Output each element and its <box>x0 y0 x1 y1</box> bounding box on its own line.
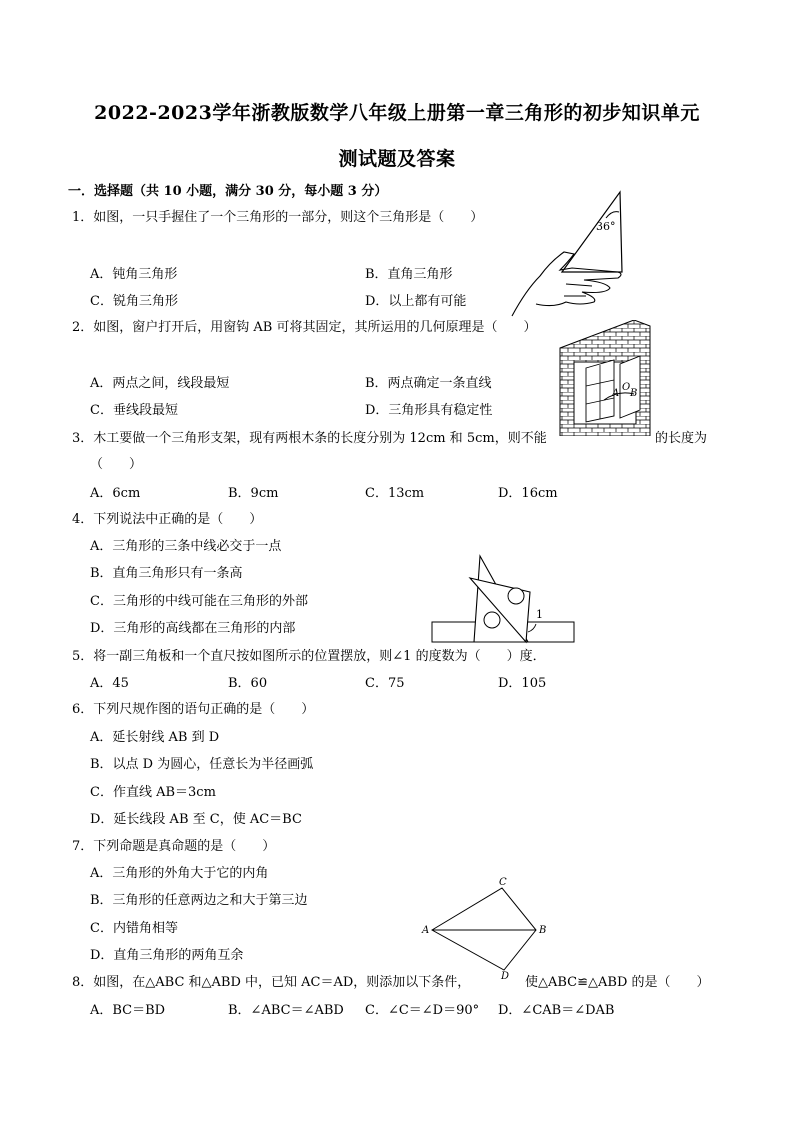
q3-stem-cont: （ ） <box>90 457 143 472</box>
q4-option-b: B．直角三角形只有一条高 <box>90 566 243 581</box>
q3-option-a: A．6cm <box>90 486 141 501</box>
q1-option-b: B．直角三角形 <box>365 267 453 282</box>
q5-option-b: B．60 <box>228 676 268 691</box>
q8-label-b: B <box>539 925 547 936</box>
q2-figure-window <box>556 320 654 436</box>
q3-stem-tail: 的长度为 <box>655 431 708 446</box>
q7-option-b: B．三角形的任意两边之和大于第三边 <box>90 893 308 908</box>
q8-label-d: D <box>501 971 510 980</box>
q1-option-a: A．钝角三角形 <box>90 267 178 282</box>
q5-stem: 5．将一副三角板和一个直尺按如图所示的位置摆放，则∠1 的度数为（ ）度． <box>72 649 546 664</box>
q8-stem: 8．如图，在△ABC 和△ABD 中，已知 AC＝AD，则添加以下条件， <box>72 975 471 990</box>
q6-option-c: C．作直线 AB＝3cm <box>90 785 216 800</box>
q5-option-d: D．105 <box>498 676 547 691</box>
q5-angle-label: 1 <box>536 608 543 621</box>
q2-option-b: B．两点确定一条直线 <box>365 376 492 391</box>
q2-option-d: D．三角形具有稳定性 <box>365 403 493 418</box>
q1-stem: 1．如图，一只手握住了一个三角形的一部分，则这个三角形是（ ） <box>72 210 484 225</box>
q5-option-a: A．45 <box>90 676 129 691</box>
q2-option-c: C．垂线段最短 <box>90 403 178 418</box>
q3-option-d: D．16cm <box>498 486 558 501</box>
q8-label-a: A <box>422 925 430 936</box>
section-heading: 一．选择题（共 10 小题，满分 30 分，每小题 3 分） <box>68 184 388 199</box>
q8-option-d: D．∠CAB＝∠DAB <box>498 1003 615 1018</box>
q8-option-c: C．∠C＝∠D＝90° <box>365 1003 480 1018</box>
q3-option-c: C．13cm <box>365 486 425 501</box>
page-title-line1: 2022-2023学年浙教版数学八年级上册第一章三角形的初步知识单元 <box>94 102 700 124</box>
q2-option-a: A．两点之间，线段最短 <box>90 376 230 391</box>
q4-option-a: A．三角形的三条中线必交于一点 <box>90 539 282 554</box>
q6-option-a: A．延长射线 AB 到 D <box>90 730 220 745</box>
q4-option-d: D．三角形的高线都在三角形的内部 <box>90 621 296 636</box>
q4-stem: 4．下列说法中正确的是（ ） <box>72 512 263 527</box>
q7-option-d: D．直角三角形的两角互余 <box>90 948 244 963</box>
q1-angle-label: 36° <box>596 220 616 233</box>
q2-label-b: B <box>630 388 638 399</box>
q4-option-c: C．三角形的中线可能在三角形的外部 <box>90 594 308 609</box>
q1-figure-hand-triangle <box>510 188 635 318</box>
q8-label-c: C <box>499 877 507 888</box>
q8-option-a: A．BC＝BD <box>90 1003 166 1018</box>
q6-stem: 6．下列尺规作图的语句正确的是（ ） <box>72 702 315 717</box>
q2-stem: 2．如图，窗户打开后，用窗钩 AB 可将其固定，其所运用的几何原理是（ ） <box>72 320 537 335</box>
q7-option-a: A．三角形的外角大于它的内角 <box>90 866 269 881</box>
q3-stem: 3．木工要做一个三角形支架，现有两根木条的长度分别为 12cm 和 5cm，则不能 <box>72 431 547 446</box>
q1-option-d: D．以上都有可能 <box>365 294 467 309</box>
q8-figure-quadrilateral <box>420 876 552 980</box>
q7-option-c: C．内错角相等 <box>90 921 178 936</box>
q3-option-b: B．9cm <box>228 486 279 501</box>
q6-option-d: D．延长线段 AB 至 C，使 AC＝BC <box>90 812 302 827</box>
q2-label-o: O <box>622 382 631 393</box>
q1-option-c: C．锐角三角形 <box>90 294 178 309</box>
q8-stem-tail: 使△ABC≌△ABD 的是（ ） <box>525 975 710 990</box>
q5-figure-set-squares-ruler <box>430 552 576 644</box>
q6-option-b: B．以点 D 为圆心，任意长为半径画弧 <box>90 757 314 772</box>
page-title-line2: 测试题及答案 <box>338 148 456 170</box>
q7-stem: 7．下列命题是真命题的是（ ） <box>72 839 276 854</box>
q2-label-a: A <box>612 388 620 399</box>
q5-option-c: C．75 <box>365 676 405 691</box>
q8-option-b: B．∠ABC＝∠ABD <box>228 1003 344 1018</box>
